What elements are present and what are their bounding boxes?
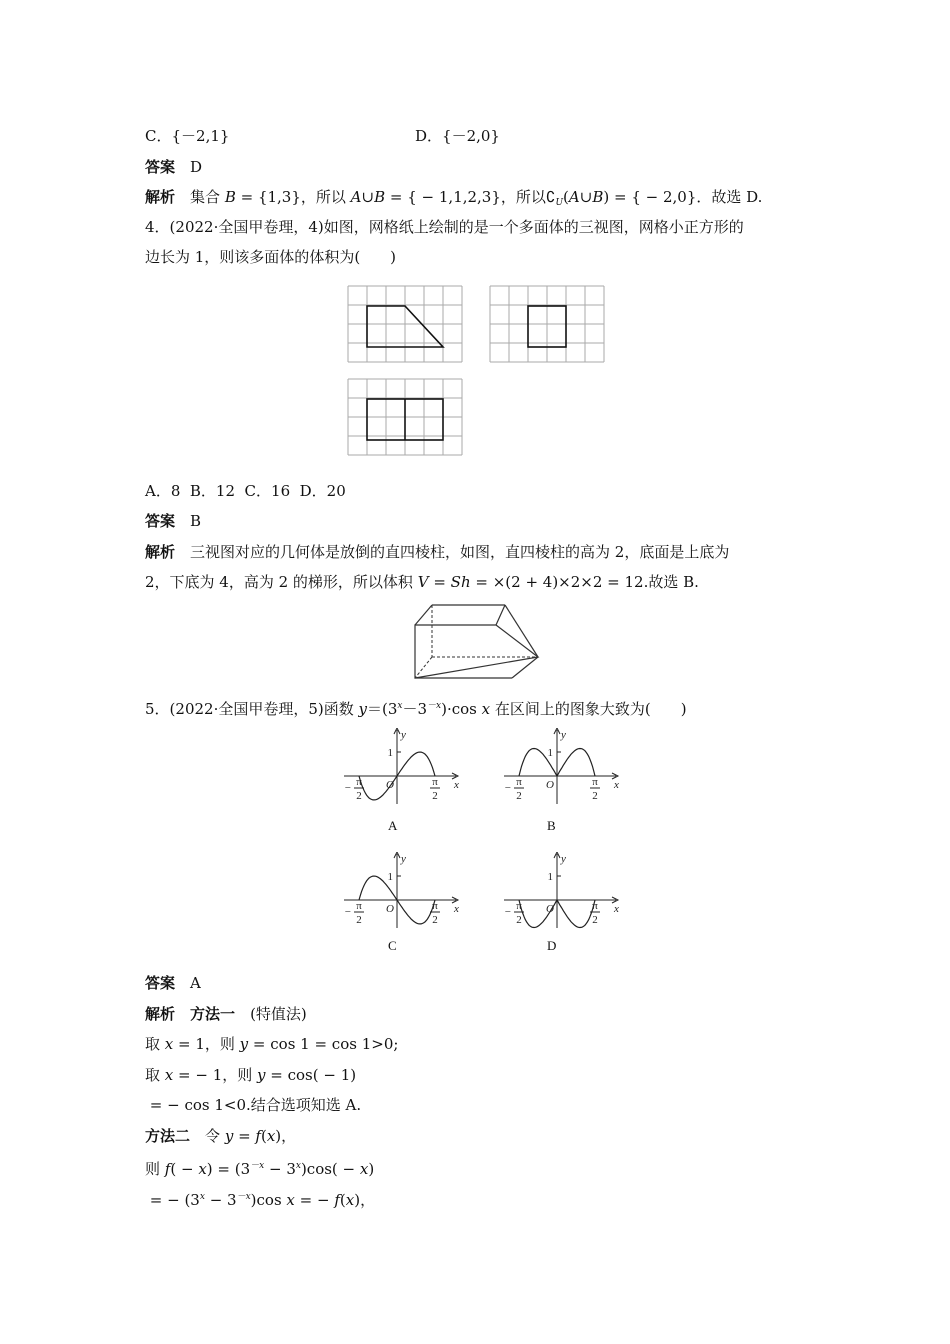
svg-text:O: O	[386, 903, 394, 915]
graph-option-c	[330, 852, 465, 932]
svg-text:π: π	[356, 900, 362, 912]
svg-text:π: π	[592, 776, 598, 788]
q5-line5: = − $(3^x - 3^{-x})\cos$ x = − f(x)，	[145, 1191, 376, 1209]
q3-option-d: D．{－2,0}	[415, 127, 500, 145]
q4-stem-line1: 4．(2022·全国甲卷理，4)如图，网格纸上绘制的是一个多面体的三视图，网格小正方形的	[145, 218, 744, 236]
three-view-figure	[345, 284, 607, 466]
analysis-label: 解析	[145, 543, 176, 561]
answer-label: 答案	[145, 158, 176, 176]
q5-line2: 取 x = − 1，则 y = cos( − 1)	[145, 1066, 357, 1084]
svg-text:x: x	[454, 779, 459, 791]
q5-analysis-method1: 解析 方法一 (特值法)	[145, 1005, 307, 1023]
answer-value: A	[190, 974, 201, 992]
svg-text:O: O	[546, 779, 554, 791]
q4-stem-line2: 边长为 1，则该多面体的体积为( )	[145, 248, 397, 266]
svg-text:π: π	[356, 776, 362, 788]
method1-label: 方法一	[190, 1005, 236, 1023]
svg-text:π: π	[516, 776, 522, 788]
graph-caption-b: B	[547, 818, 556, 833]
q5-line1: 取 x = 1，则 y = cos 1 = cos 1>0;	[145, 1035, 399, 1053]
q4-answer-line	[145, 511, 201, 531]
analysis-label: 解析	[145, 188, 176, 206]
svg-text:x: x	[614, 903, 619, 915]
svg-text:O: O	[386, 779, 394, 791]
method2-label: 方法二	[145, 1127, 191, 1145]
q3-option-c: C．{－2,1}	[145, 127, 230, 145]
q5-stem: 5．(2022·全国甲卷理，5)函数 $y=(3^x-3^{-x})\cdot\cos$ x 在区间上的图象大致为( )	[145, 700, 687, 718]
svg-text:π: π	[432, 900, 438, 912]
answer-label: 答案	[145, 974, 176, 992]
q4-analysis-line2: 2，下底为 4，高为 2 的梯形，所以体积 V = Sh = ×(2 + 4)×2×2 = 12.故选 B.	[145, 573, 699, 591]
svg-text:−: −	[504, 906, 511, 918]
svg-text:y: y	[401, 729, 406, 741]
svg-text:y: y	[561, 853, 566, 865]
svg-text:y: y	[561, 729, 566, 741]
svg-text:π: π	[516, 900, 522, 912]
q5-answer-line	[145, 973, 201, 993]
svg-text:−: −	[344, 782, 351, 794]
svg-text:π: π	[592, 900, 598, 912]
graph-caption-a: A	[388, 818, 398, 833]
svg-text:1: 1	[547, 747, 553, 759]
answer-value: B	[190, 512, 202, 530]
svg-text:1: 1	[547, 871, 553, 883]
answer-label: 答案	[145, 512, 176, 530]
analysis-label: 解析	[145, 1005, 176, 1023]
svg-text:−: −	[504, 782, 511, 794]
q3-analysis-line: 解析 集合 B = {1,3}，所以 A∪B = { − 1,1,2,3}，所以$∁_U(A\cup B)$ = { − 2,0}．故选 D.	[145, 188, 763, 208]
svg-text:2: 2	[592, 914, 598, 926]
svg-text:2: 2	[516, 790, 522, 802]
svg-text:2: 2	[516, 914, 522, 926]
svg-text:2: 2	[356, 790, 362, 802]
q3-answer-line	[145, 157, 202, 177]
svg-text:y: y	[401, 853, 406, 865]
svg-text:2: 2	[592, 790, 598, 802]
q5-method2: 方法二 令 y = f(x)，	[145, 1127, 297, 1145]
q5-line3: = − cos 1<0.结合选项知选 A.	[145, 1096, 362, 1114]
graph-option-b	[490, 728, 625, 808]
graph-caption-c: C	[388, 938, 397, 953]
q4-options: A．8 B．12 C．16 D．20	[145, 482, 346, 500]
side-view	[490, 286, 604, 362]
svg-text:2: 2	[432, 790, 438, 802]
q5-line4: 则 $f( - x) = (3^{-x} - 3^x)\cos( - x)$	[145, 1160, 375, 1178]
svg-text:O: O	[546, 903, 554, 915]
graph-caption-d: D	[547, 938, 557, 953]
svg-text:x: x	[454, 903, 459, 915]
graph-option-d	[490, 852, 625, 932]
answer-value: D	[190, 158, 203, 176]
svg-text:1: 1	[387, 747, 393, 759]
svg-text:2: 2	[432, 914, 438, 926]
graph-option-a	[330, 728, 465, 808]
svg-text:x: x	[614, 779, 619, 791]
svg-text:2: 2	[356, 914, 362, 926]
svg-text:−: −	[344, 906, 351, 918]
front-view	[348, 286, 462, 362]
q4-analysis-line1: 解析 三视图对应的几何体是放倒的直四棱柱，如图，直四棱柱的高为 2，底面是上底为	[145, 543, 730, 561]
svg-text:1: 1	[387, 871, 393, 883]
prism-3d-figure	[410, 600, 545, 682]
svg-text:π: π	[432, 776, 438, 788]
